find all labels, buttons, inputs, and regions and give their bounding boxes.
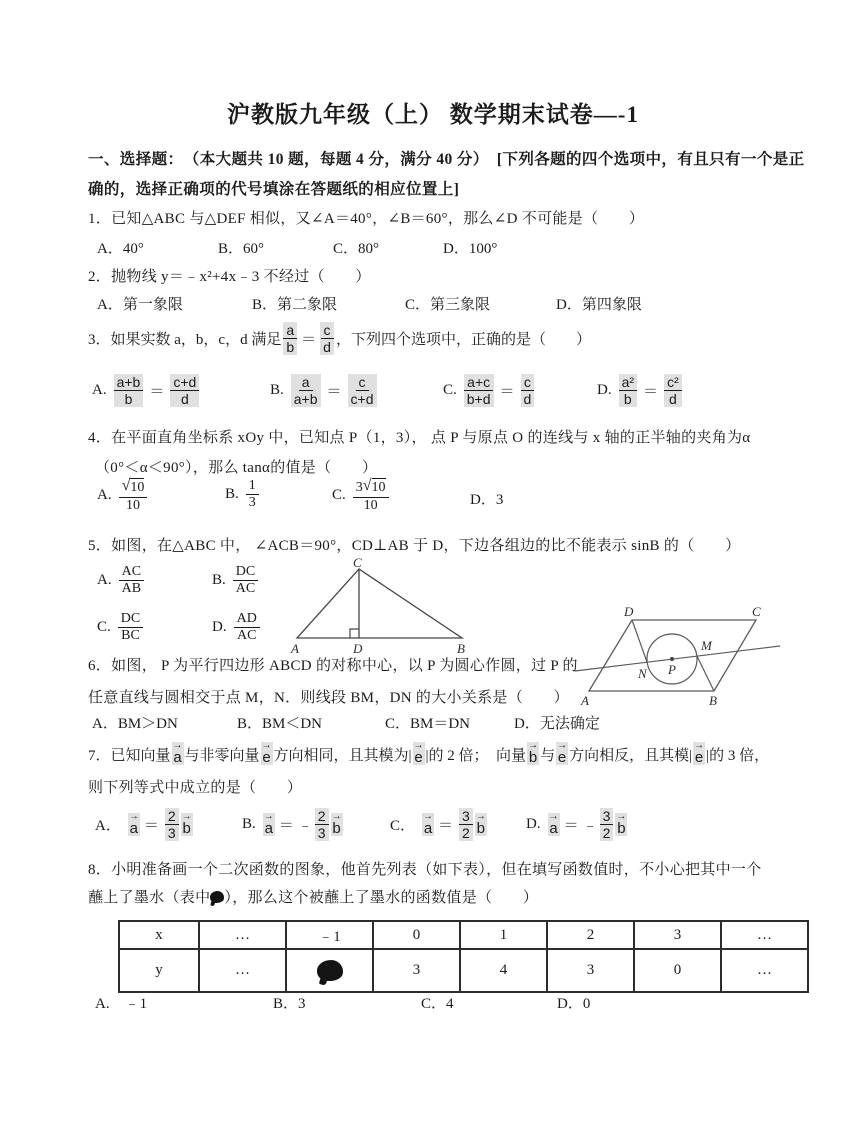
fraction: [353, 478, 389, 514]
q7-option-c: [390, 808, 487, 841]
option-label: C.: [443, 382, 457, 399]
table-cell: 2: [547, 921, 634, 949]
parallelogram-outline: [589, 620, 756, 691]
fraction-denominator: b: [124, 391, 133, 408]
option-label: A.: [92, 382, 107, 399]
fraction-numerator: c+d: [170, 374, 199, 391]
q3-option-b: [270, 374, 377, 407]
table-cell: 0: [373, 921, 460, 949]
fraction-denominator: d: [669, 391, 677, 408]
question-6-text-line1: 6．如图， P 为平行四边形 ABCD 的对称中心，以 P 为圆心作圆，过 P 的: [88, 658, 578, 674]
option-label: C．: [390, 818, 416, 835]
fraction-denominator: 2: [602, 825, 611, 842]
fraction-denominator: 3: [248, 495, 256, 511]
fraction-numerator: a: [283, 322, 297, 339]
vector-a: [172, 742, 184, 765]
fraction-denominator: b: [623, 391, 632, 408]
segment-dn: [632, 620, 647, 662]
vertex-label-c: C: [353, 556, 362, 570]
vector-letter: b: [528, 749, 538, 766]
vector-arrow-icon: →: [128, 811, 139, 823]
q6-option-d: D．无法确定: [514, 716, 600, 732]
vector-letter: b: [476, 820, 485, 838]
vector-equation: [128, 808, 193, 841]
question-7-text-line1: [88, 742, 769, 765]
q7-seg: 方向相反，且其模|: [569, 748, 693, 764]
equals-sign: ＝: [326, 384, 342, 401]
question-1-text: 1．已知△ABC 与△DEF 相似，又∠A＝40°，∠B＝60°，那么∠D 不可能是（ ）: [88, 211, 645, 227]
sqrt-sign: √: [362, 477, 372, 494]
q3-text-post: ，下列四个选项中，正确的是（ ）: [335, 332, 591, 349]
option-label: D.: [212, 619, 227, 636]
vector-b: [527, 742, 539, 765]
table-cell: 1: [460, 921, 547, 949]
question-8-text-line2: [88, 886, 818, 907]
option-label: C.: [332, 487, 346, 504]
table-cell: …: [721, 949, 808, 992]
ink-blot-icon: [317, 960, 343, 981]
equals-sign: ＝: [499, 384, 515, 401]
radicand: 10: [130, 480, 145, 495]
fraction-denominator: 3: [167, 825, 176, 842]
vector-a: [422, 813, 434, 836]
vector-equation: [263, 808, 343, 841]
fraction-numerator: c: [321, 322, 334, 339]
vertex-label-a: A: [291, 641, 299, 656]
fraction-numerator: a+b: [114, 374, 144, 391]
vector-arrow-icon: →: [413, 740, 424, 751]
vertex-label-a: A: [581, 693, 589, 708]
q5-option-a: [97, 564, 144, 597]
equals-sign: ＝: [149, 384, 165, 401]
vector-a: [263, 813, 275, 836]
q8-option-d: D．0: [557, 996, 591, 1012]
question-8-text-line1: 8．小明准备画一个二次函数的图象，他首先列表（如下表），但在填写函数值时，不小心把其中一个: [88, 862, 762, 878]
fraction: [291, 374, 321, 407]
table-cell: 3: [373, 949, 460, 992]
q3-text-pre: 3．如果实数 a，b，c，d 满足: [88, 332, 282, 349]
question-7-text-line2: 则下列等式中成立的是（ ）: [88, 780, 303, 796]
fraction: [246, 478, 259, 511]
vector-arrow-icon: →: [616, 811, 627, 823]
fraction-numerator: c²: [664, 374, 682, 391]
q7-seg: |的 3 倍，: [706, 748, 770, 764]
vector-e: [261, 742, 273, 765]
q7-seg: 与: [540, 748, 556, 764]
fraction-denominator: 2: [462, 825, 470, 842]
vector-letter: b: [617, 820, 626, 838]
equals-sign: ＝: [643, 384, 659, 401]
vector-arrow-icon: →: [557, 740, 568, 751]
table-row-x: [119, 921, 808, 949]
table-cell: …: [199, 921, 286, 949]
vector-arrow-icon: →: [181, 811, 192, 823]
vector-letter: e: [262, 749, 271, 766]
table-cell: y: [119, 949, 199, 992]
question-6-text-line2: 任意直线与圆相交于点 M，N．则线段 BM，DN 的大小关系是（ ）: [88, 690, 569, 706]
vector-equation: [422, 808, 487, 841]
vector-arrow-icon: →: [172, 740, 183, 751]
fraction-numerator: 3: [459, 808, 473, 825]
option-label: C.: [97, 619, 111, 636]
vertex-label-d: D: [624, 604, 634, 619]
q1-option-a: A．40°: [97, 241, 144, 257]
radicand: 10: [371, 480, 386, 495]
equals-sign: ＝: [438, 818, 454, 835]
option-label: A.: [97, 572, 112, 589]
q7-option-b: [242, 808, 343, 841]
q7-seg: 方向相同，且其模为|: [273, 748, 412, 764]
fraction-numerator: 3: [600, 808, 614, 825]
fraction: [233, 564, 258, 597]
parallelogram-figure: [575, 603, 866, 708]
option-label: B.: [225, 486, 239, 503]
question-1-options: [0, 237, 866, 261]
question-6-options: [0, 712, 866, 736]
q8-option-a: A. ﹣1: [95, 996, 148, 1012]
table-cell-ink-blot: [286, 949, 373, 992]
fraction-numerator: 1: [246, 478, 259, 495]
question-4-options: [0, 472, 866, 524]
table-row-y: [119, 949, 808, 992]
vector-letter: a: [129, 820, 139, 838]
q2-option-b: B．第二象限: [252, 297, 338, 313]
option-label: A.: [97, 487, 112, 504]
q6-option-a: A．BM＞DN: [92, 716, 178, 732]
fraction-denominator: AB: [121, 581, 142, 597]
vector-equation: [548, 808, 628, 841]
line-through-p: [575, 646, 780, 671]
fraction: [119, 564, 144, 597]
vector-a: [128, 813, 140, 836]
q7-seg: 7．已知向量: [88, 748, 171, 764]
q2-option-c: C．第三象限: [405, 297, 491, 313]
vertex-label-c: C: [752, 604, 761, 619]
q1-option-d: D．100°: [443, 241, 498, 257]
vertex-label-d: D: [353, 641, 363, 656]
fraction: [114, 374, 144, 407]
vector-letter: b: [332, 820, 341, 838]
q5-option-d: [212, 611, 260, 644]
fraction: [464, 374, 494, 407]
fraction-denominator: AC: [235, 581, 256, 597]
vector-letter: e: [557, 749, 567, 766]
fraction-numerator: a: [299, 374, 313, 391]
vector-e: [556, 742, 568, 765]
vertex-label-b: B: [709, 693, 717, 708]
fraction-denominator: d: [523, 391, 532, 408]
exam-title: 沪教版九年级（上） 数学期末试卷—-1: [227, 102, 639, 127]
equals-sign: ＝: [143, 818, 159, 835]
vector-arrow-icon: →: [528, 740, 539, 751]
vector-letter: b: [182, 820, 191, 838]
fraction-numerator: a²: [619, 374, 637, 391]
table-cell: ﹣1: [286, 921, 373, 949]
question-5-text: 5．如图，在△ABC 中， ∠ACB＝90°，CD⊥AB 于 D，下边各组边的比不能表示 sinB 的（ ）: [88, 538, 741, 554]
point-label-p: P: [668, 662, 676, 677]
fraction: [459, 808, 473, 841]
option-label: D.: [526, 816, 541, 833]
fraction-denominator: AC: [236, 628, 257, 644]
equals-sign: ＝: [301, 332, 317, 349]
table-cell: …: [721, 921, 808, 949]
q3-option-d: [597, 374, 682, 407]
q1-option-b: B．60°: [218, 241, 265, 257]
question-4-text-line1: 4．在平面直角坐标系 xOy 中，已知点 P（1，3）， 点 P 与原点 O 的连线与 x 轴的正半轴的夹角为α: [88, 430, 751, 446]
vector-b: [615, 813, 627, 836]
radical: [363, 478, 386, 497]
fraction-numerator: [353, 478, 389, 498]
section-header-line1: 一、选择题： （本大题共 10 题，每题 4 分，满分 40 分） [下列各题的四个选项中，有且只有一个是正: [88, 151, 805, 168]
fraction: [118, 611, 143, 644]
vector-letter: a: [423, 820, 433, 838]
vector-arrow-icon: →: [263, 811, 274, 823]
fraction-numerator: 2: [315, 808, 329, 825]
q5-option-b: [212, 564, 258, 597]
q2-option-d: D．第四象限: [556, 297, 642, 313]
equals-sign: ＝: [563, 818, 579, 835]
q3-fraction-left: [283, 322, 297, 355]
fraction-denominator: 10: [363, 497, 378, 513]
radical: [122, 478, 145, 497]
q1-option-c: C．80°: [333, 241, 380, 257]
table-cell: 0: [634, 949, 721, 992]
fraction-numerator: AD: [234, 611, 260, 628]
fraction-numerator: [119, 478, 148, 498]
point-label-m: M: [701, 638, 712, 653]
vector-a: [548, 813, 560, 836]
option-label: A．: [95, 818, 121, 835]
question-7-options: [0, 800, 866, 852]
fraction-numerator: 2: [165, 808, 179, 825]
fraction-numerator: c: [356, 374, 369, 391]
q8-option-c: C．4: [421, 996, 454, 1012]
fraction: [619, 374, 637, 407]
vector-letter: a: [173, 749, 182, 766]
q3-fraction-right: [320, 322, 334, 355]
table-cell: x: [119, 921, 199, 949]
q4-option-c: [332, 478, 389, 514]
q6-option-c: C．BM＝DN: [385, 716, 471, 732]
fraction-denominator: b+d: [466, 391, 491, 408]
fraction-denominator: d: [323, 339, 331, 356]
q8-option-b: B．3: [273, 996, 306, 1012]
table-cell: …: [199, 949, 286, 992]
fraction: [315, 808, 329, 841]
question-8-options: [0, 992, 866, 1016]
vector-b: [331, 813, 343, 836]
q2-option-a: A．第一象限: [97, 297, 183, 313]
question-2-text: 2．抛物线 y＝﹣x²+4x﹣3 不经过（ ）: [88, 269, 371, 285]
question-3-options: [0, 366, 866, 418]
fraction: [119, 478, 148, 514]
vector-letter: e: [694, 749, 704, 766]
option-label: B.: [270, 382, 284, 399]
fraction-numerator: DC: [233, 564, 258, 581]
q4-option-d: D．3: [470, 492, 504, 508]
vector-arrow-icon: →: [261, 740, 272, 751]
vertex-label-b: B: [457, 641, 465, 656]
vector-arrow-icon: →: [475, 811, 486, 823]
q4-option-b: [225, 478, 259, 511]
triangle-figure: [287, 556, 477, 656]
fraction-denominator: b: [286, 339, 295, 356]
point-label-n: N: [638, 666, 647, 681]
q7-option-d: [526, 808, 627, 841]
fraction: [348, 374, 377, 407]
q8-seg: 蘸上了墨水（表中: [88, 890, 211, 906]
fraction: [521, 374, 535, 407]
vector-letter: e: [414, 749, 423, 766]
fraction-denominator: BC: [121, 628, 140, 644]
option-label: B.: [212, 572, 226, 589]
q7-option-a: [95, 808, 193, 841]
fraction-denominator: d: [180, 391, 189, 408]
vector-arrow-icon: →: [694, 740, 705, 751]
vector-letter: a: [264, 820, 273, 838]
option-label: B.: [242, 816, 256, 833]
equals-sign: ＝: [278, 818, 294, 835]
fraction-denominator: 10: [125, 497, 140, 513]
q5-option-c: [97, 611, 143, 644]
fraction-denominator: a+b: [293, 391, 318, 408]
sqrt-sign: √: [121, 477, 131, 494]
question-3-text: [88, 322, 591, 355]
fraction-denominator: 3: [317, 825, 326, 842]
fraction: [600, 808, 614, 841]
table-cell: 3: [634, 921, 721, 949]
q3-option-c: [443, 374, 534, 407]
q7-seg: |的 2 倍； 向量: [425, 748, 527, 764]
q7-seg: 与非零向量: [184, 748, 260, 764]
vector-arrow-icon: →: [331, 811, 342, 823]
triangle-outline: [297, 569, 462, 638]
section-header-line2: 确的，选择正确项的代号填涂在答题纸的相应位置上]: [88, 181, 460, 198]
ink-blot-icon: [210, 891, 224, 903]
q4-option-a: [97, 478, 147, 514]
sign: ﹣: [582, 818, 598, 835]
fraction-numerator: a+c: [464, 374, 493, 391]
vector-b: [475, 813, 487, 836]
fraction: [170, 374, 199, 407]
question-2-options: [0, 293, 866, 317]
option-label: D.: [597, 382, 612, 399]
segment-bm: [697, 656, 714, 691]
q8-seg: ），那么这个被蘸上了墨水的函数值是（ ）: [224, 890, 539, 906]
table-cell: 4: [460, 949, 547, 992]
table-cell: 3: [547, 949, 634, 992]
fraction-numerator: AC: [119, 564, 144, 581]
vector-letter: a: [549, 820, 558, 838]
fraction-denominator: c+d: [350, 391, 374, 408]
vector-arrow-icon: →: [423, 811, 434, 823]
vector-e: [413, 742, 425, 765]
q8-table: [118, 920, 809, 993]
fraction: [165, 808, 179, 841]
vector-e: [693, 742, 705, 765]
radical-coefficient: 3: [355, 480, 363, 496]
question-4-text-line2: （0°＜α＜90°），那么 tanα的值是（ ）: [95, 460, 378, 476]
fraction: [234, 611, 260, 644]
fraction: [664, 374, 682, 407]
right-angle-mark: [350, 629, 359, 638]
fraction-numerator: c: [521, 374, 534, 391]
vector-arrow-icon: →: [548, 811, 559, 823]
q3-option-a: [92, 374, 199, 407]
vector-b: [181, 813, 193, 836]
fraction-numerator: DC: [118, 611, 143, 628]
sign: ﹣: [297, 818, 313, 835]
q6-option-b: B．BM＜DN: [237, 716, 323, 732]
